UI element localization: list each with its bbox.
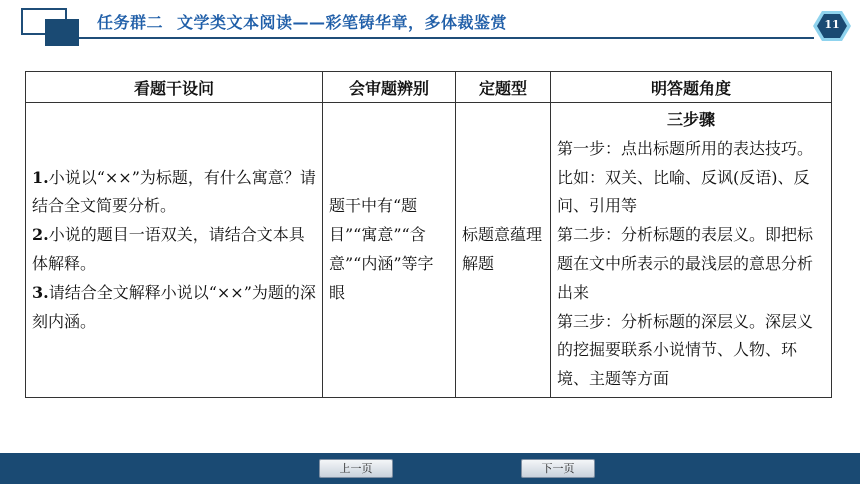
review-cell: 题干中有“题目”“寓意”“含意”“内涵”等字眼: [323, 103, 456, 398]
column-header-type: 定题型: [456, 72, 551, 103]
question-type-cell: 标题意蕴理解题: [456, 103, 551, 398]
prev-page-button[interactable]: 上一页: [319, 459, 393, 478]
table-header-row: [26, 72, 832, 103]
answer-method-table: [25, 71, 832, 398]
column-header-angle: 明答题角度: [551, 72, 832, 103]
question-item: 1.小说以“××”为标题，有什么寓意？请结合全文简要分析。: [32, 167, 316, 216]
next-page-button[interactable]: 下一页: [521, 459, 595, 478]
step-item: 第一步：点出标题所用的表达技巧。比如：双关、比喻、反讽(反语)、反问、引用等: [557, 138, 814, 216]
header-rule: [79, 37, 814, 39]
header-title-part2: 文学类文本阅读——彩笔铸华章，多体裁鉴赏: [177, 13, 508, 32]
footer-bar: [0, 453, 860, 484]
steps-title: 三步骤: [666, 110, 715, 130]
question-item: 2.小说的题目一语双关，请结合文本具体解释。: [32, 225, 305, 273]
column-header-question: 看题干设问: [26, 72, 323, 103]
questions-cell: [26, 103, 323, 398]
page-number-badge: [812, 9, 852, 43]
step-item: 第三步：分析标题的深层义。深层义的挖掘要联系小说情节、人物、环境、主题等方面: [557, 311, 814, 389]
question-item: 3.请结合全文解释小说以“××”为题的深刻内涵。: [32, 282, 316, 331]
header-title: [97, 10, 507, 33]
header-decoration-block: [45, 19, 79, 46]
answer-angle-cell: [551, 103, 832, 398]
header-title-part1: 任务群二: [97, 13, 164, 32]
page-number: 11: [824, 18, 840, 31]
table-row: [26, 103, 832, 398]
step-item: 第二步：分析标题的表层义。即把标题在文中所表示的最浅层的意思分析出来: [557, 225, 814, 302]
column-header-review: 会审题辨别: [323, 72, 456, 103]
